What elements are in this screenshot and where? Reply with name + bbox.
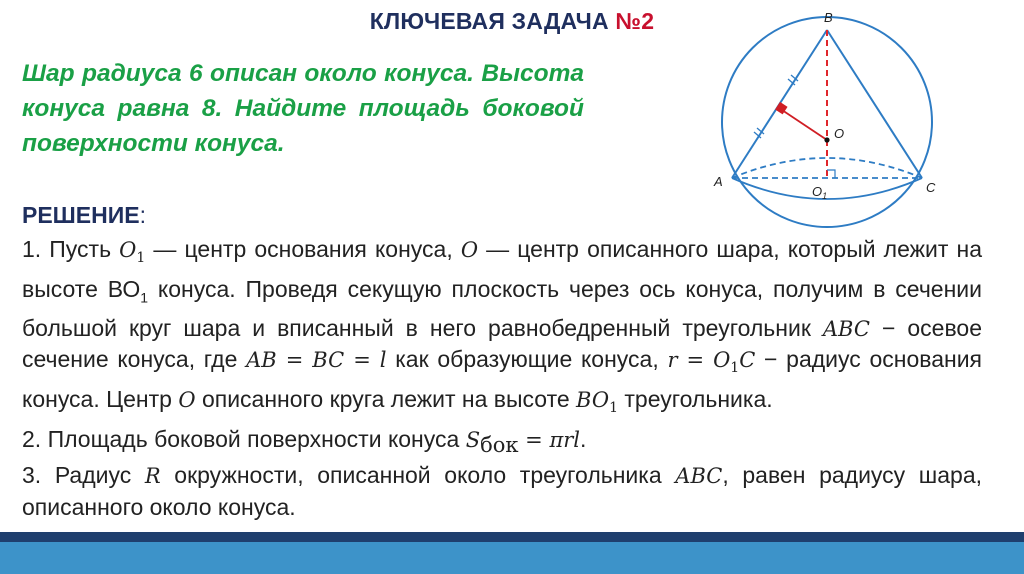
text-span: . — [580, 425, 587, 452]
solution-step-2 — [22, 424, 982, 461]
solution-step-3 — [22, 460, 982, 522]
label-o1 — [812, 184, 827, 201]
math-subscript: 1 — [730, 360, 740, 377]
text-span: − радиус основания конуса. Центр — [22, 346, 983, 412]
math-equation-ab-bc: AB = BC = l — [246, 348, 387, 373]
math-symbol: BO — [576, 387, 610, 412]
math-subscript: 1 — [136, 250, 146, 267]
geometry-figure — [700, 0, 990, 235]
math-s-bok — [465, 427, 581, 457]
text-span: треугольника. — [618, 385, 773, 412]
math-o: O — [460, 238, 479, 262]
center-point — [824, 137, 829, 142]
math-bo1 — [576, 387, 618, 417]
label-o: O — [834, 126, 845, 141]
label-c: C — [926, 180, 936, 195]
math-o: O — [178, 387, 196, 412]
label-a: A — [714, 174, 723, 189]
text-span: 2. Площадь боковой поверхности конуса — [22, 425, 466, 452]
math-subscript: 1 — [609, 400, 618, 417]
solution-body — [22, 234, 982, 522]
label-b: B — [824, 10, 833, 25]
math-symbol: = πrl — [518, 427, 581, 452]
math-symbol: r = O — [667, 348, 731, 373]
math-symbol: C — [739, 348, 756, 373]
math-subscript: 1 — [140, 289, 149, 306]
solution-heading-label: РЕШЕНИЕ — [22, 202, 140, 228]
right-angle-mark — [827, 170, 835, 178]
text-span: 1. Пусть — [22, 236, 120, 262]
label-o1-letter: O — [812, 184, 823, 199]
text-span: описанного круга лежит на высоте — [195, 385, 577, 412]
footer-bar-light — [0, 542, 1024, 574]
radius-segment — [782, 110, 827, 140]
math-symbol: O — [119, 238, 137, 262]
solution-heading-colon: : — [139, 202, 147, 228]
text-span: , равен радиусу шара, описанного около конуса. — [22, 462, 983, 520]
math-equation-r — [667, 348, 756, 377]
text-span: − осевое сечение конуса, где — [22, 314, 983, 373]
text-span: — центр основания конуса, — [145, 236, 461, 262]
footer-bar-dark — [0, 532, 1024, 542]
generatrix-bc — [827, 30, 922, 178]
solution-heading — [22, 202, 146, 229]
text-span: 3. Радиус — [22, 462, 145, 489]
text-span: как образующие конуса, — [386, 346, 668, 373]
label-o1-subscript: 1 — [822, 191, 828, 201]
title-number: №2 — [615, 8, 655, 34]
math-o1 — [119, 238, 146, 267]
text-span: окружности, описанной около треугольника — [160, 462, 676, 489]
title-text: КЛЮЧЕВАЯ ЗАДАЧА — [369, 8, 616, 34]
math-symbol: S — [465, 427, 481, 452]
math-abc: ABC — [822, 316, 870, 341]
math-r: R — [144, 464, 161, 489]
text-span: — центр описанного шара, который лежит на высоте ВО — [22, 236, 982, 302]
text-span: конуса. Проведя секущую плоскость через ось конуса, получим в сечении большой круг шара и вписанный в него равнобедренный треугольник — [22, 275, 982, 341]
problem-statement: Шар радиуса 6 описан около конуса. Высота конуса равна 8. Найдите площадь боковой поверхности конуса. — [22, 60, 584, 157]
math-abc: ABC — [675, 464, 723, 489]
math-subscript: бок — [480, 432, 519, 457]
solution-step-1 — [22, 234, 982, 424]
